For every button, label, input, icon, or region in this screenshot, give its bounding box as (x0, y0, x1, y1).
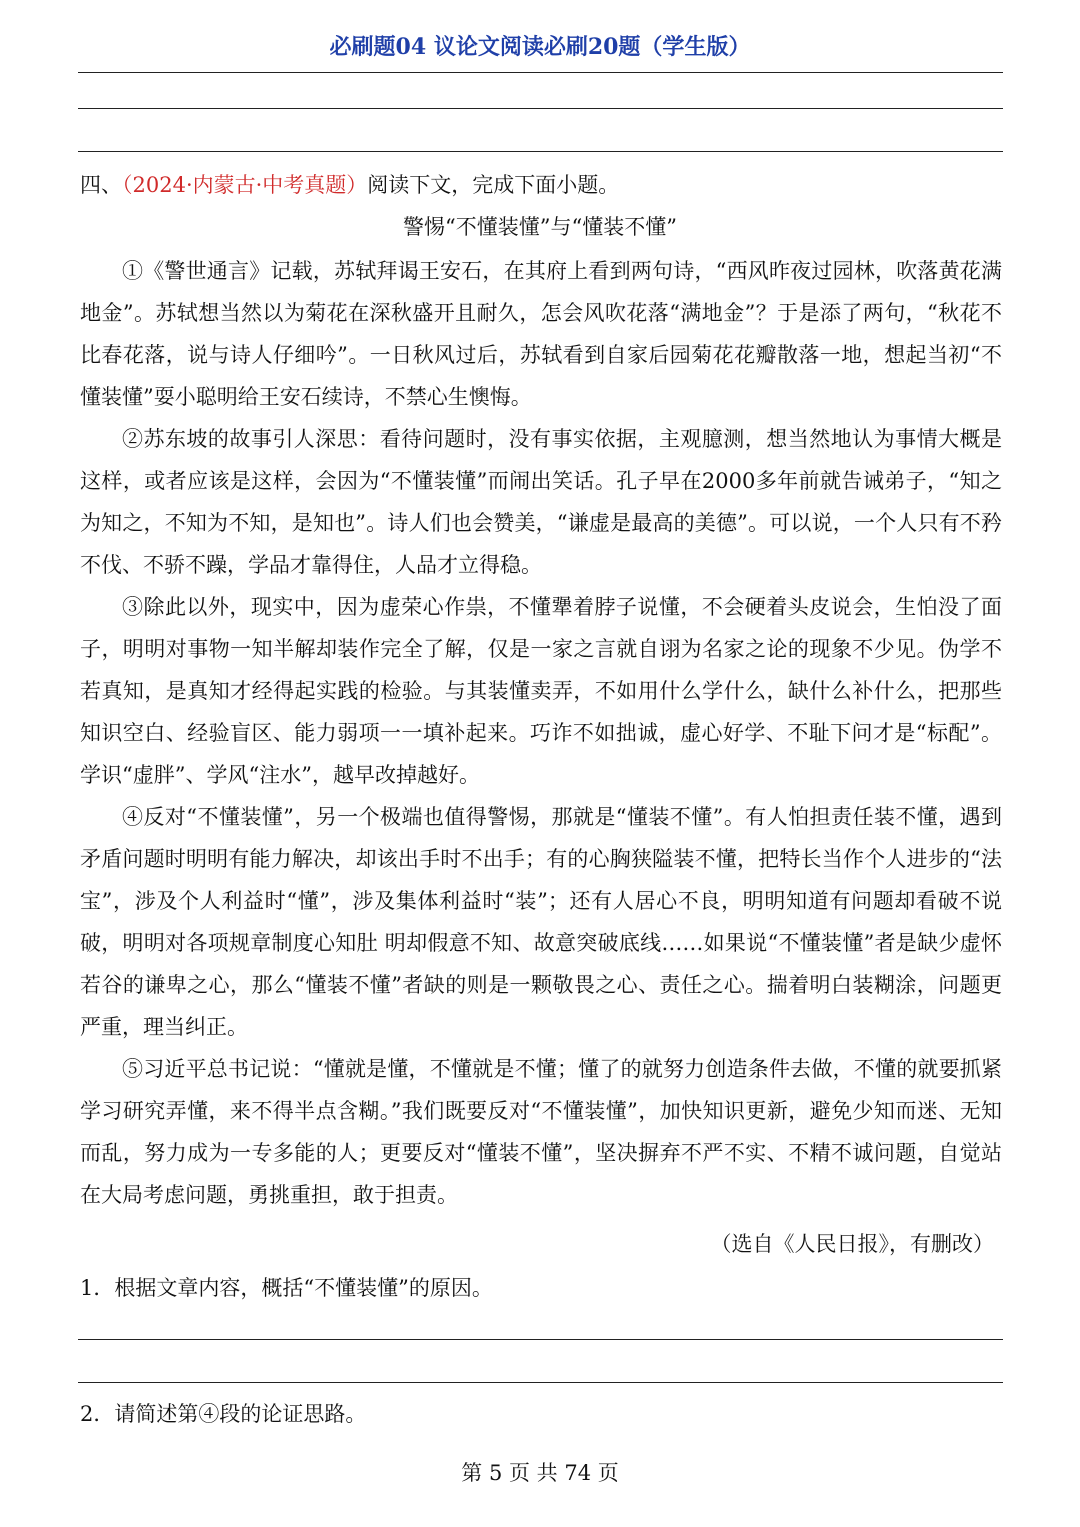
article-source-note: （选自《人民日报》，有删改） (710, 1232, 994, 1256)
section-number: 四、 (80, 173, 122, 197)
section-heading (80, 170, 1010, 200)
paragraph-5: ⑤习近平总书记说：“懂就是懂，不懂就是不懂；懂了的就努力创造条件去做，不懂的就要抓紧学习研究弄懂，来不得半点含糊。”我们既要反对“不懂装懂”，加快知识更新，避免少知而迷、无知而乱，努力成为一专多能的人；更要反对“懂装不懂”，坚决摒弃不严不实、不精不诚问题，自觉站在大局考虑问题，勇挑重担，敢于担责。 (80, 1057, 1002, 1207)
article-title: 警惕“不懂装懂”与“懂装不懂” (403, 215, 677, 239)
paragraph-2: ②苏东坡的故事引人深思：看待问题时，没有事实依据，主观臆测，想当然地认为事情大概是这样，或者应该是这样，会因为“不懂装懂”而闹出笑话。孔子早在2000多年前就告诫弟子，“知之为知之，不知为不知，是知也”。诗人们也会赞美，“谦虚是最高的美德”。可以说，一个人只有不矜不伐、不骄不躁，学品才靠得住，人品才立得稳。 (80, 427, 1002, 577)
question-1: 1．根据文章内容，概括“不懂装懂”的原因。 (80, 1276, 493, 1300)
answer-line (78, 108, 1003, 109)
answer-line (78, 151, 1003, 152)
question-source: （2024·内蒙古·中考真题） (122, 173, 368, 197)
paragraph-3: ③除此以外，现实中，因为虚荣心作祟，不懂犟着脖子说懂，不会硬着头皮说会，生怕没了面子，明明对事物一知半解却装作完全了解，仅是一家之言就自诩为名家之论的现象不少见。伪学不若真知，是真知才经得起实践的检验。与其装懂卖弄，不如用什么学什么，缺什么补什么，把那些知识空白、经验盲区、能力弱项一一填补起来。巧诈不如拙诚，虚心好学、不耻下问才是“标配”。学识“虚胖”、学风“注水”，越早改掉越好。 (80, 595, 1002, 787)
section-instruction: 阅读下文，完成下面小题。 (367, 173, 620, 197)
question-2: 2．请简述第④段的论证思路。 (80, 1402, 367, 1426)
paragraph-4: ④反对“不懂装懂”，另一个极端也值得警惕，那就是“懂装不懂”。有人怕担责任装不懂，遇到矛盾问题时明明有能力解决，却该出手时不出手；有的心胸狭隘装不懂，把特长当作个人进步的“法宝”，涉及个人利益时“懂”，涉及集体利益时“装”；还有人居心不良，明明知道有问题却看破不说破，明明对各项规章制度心知肚 明却假意不知、故意突破底线……如果说“不懂装懂”者是缺少虚怀若谷的谦卑之心，那么“懂装不懂”者缺的则是一颗敬畏之心、责任之心。揣着明白装糊涂，问题更严重，理当纠正。 (80, 805, 1002, 1039)
article-body (80, 250, 1002, 1216)
page-header: 必刷题04 议论文阅读必刷20题（学生版） (329, 34, 751, 60)
page-number: 第 5 页 共 74 页 (461, 1461, 619, 1485)
answer-line (78, 1339, 1003, 1340)
answer-line (78, 1382, 1003, 1383)
header-divider (78, 72, 1003, 73)
paragraph-1: ①《警世通言》记载，苏轼拜谒王安石，在其府上看到两句诗，“西风昨夜过园林，吹落黄花满地金”。苏轼想当然以为菊花在深秋盛开且耐久，怎会风吹花落“满地金”？于是添了两句，“秋花不比春花落，说与诗人仔细吟”。一日秋风过后，苏轼看到自家后园菊花花瓣散落一地，想起当初“不懂装懂”耍小聪明给王安石续诗，不禁心生懊悔。 (80, 259, 1002, 409)
